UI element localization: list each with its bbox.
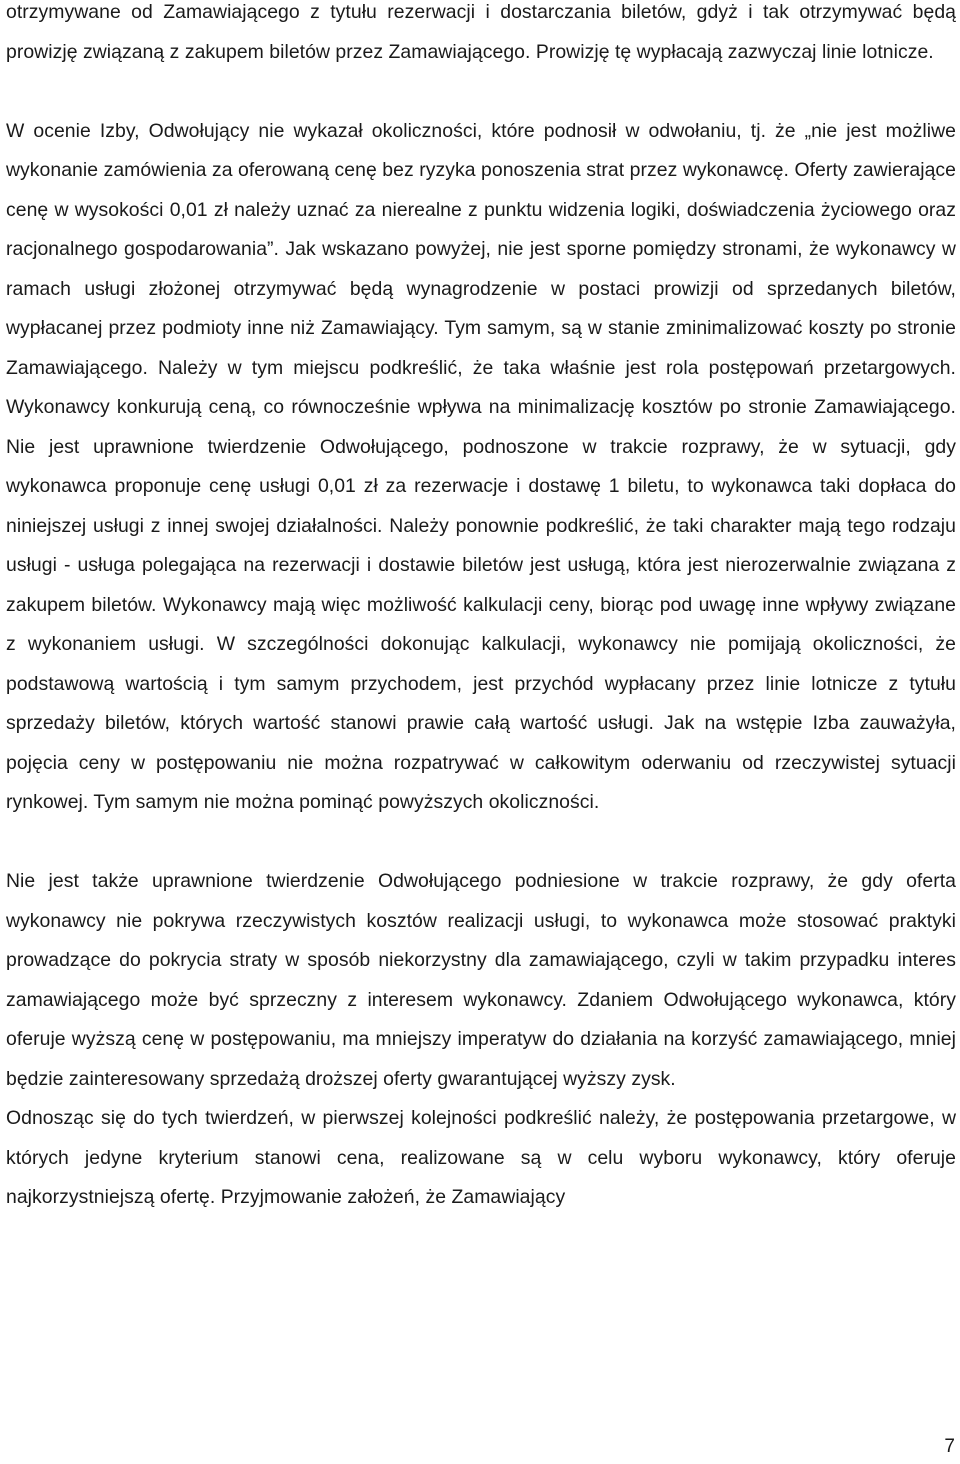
paragraph-3: Nie jest także uprawnione twierdzenie Odwołującego podniesione w trakcie rozprawy, że gdy oferta wykonawcy nie pokrywa rzeczywistych kosztów realizacji usługi, to wykonawca może stosować praktyki prowadzące do pokrycia straty w sposób niekorzystny dla zamawiającego, czyli w takim przypadku interes zamawiającego może być sprzeczny z interesem wykonawcy. Zdaniem Odwołującego wykonawca, który oferuje wyższą cenę w postępowaniu, ma mniejszy imperatyw do działania na korzyść zamawiającego, mniej będzie zainteresowany sprzedażą droższej oferty gwarantującej wyższy zysk. [6, 870, 956, 1090]
page-number: 7 [944, 1436, 955, 1457]
paragraph-1: otrzymywane od Zamawiającego z tytułu rezerwacji i dostarczania biletów, gdyż i tak otrzymywać będą prowizję związaną z zakupem biletów przez Zamawiającego. Prowizję tę wypłacają zazwyczaj linie lotnicze. [6, 1, 956, 63]
paragraph-2: W ocenie Izby, Odwołujący nie wykazał okoliczności, które podnosił w odwołaniu, tj. że „nie jest możliwe wykonanie zamówienia za oferowaną cenę bez ryzyka ponoszenia strat przez wykonawcę. Oferty zawierające cenę w wysokości 0,01 zł należy uznać za nierealne z punktu widzenia logiki, doświadczenia życiowego oraz racjonalnego gospodarowania”. Jak wskazano powyżej, nie jest sporne pomiędzy stronami, że wykonawcy w ramach usługi złożonej otrzymywać będą wynagrodzenie w postaci prowizji od sprzedanych biletów, wypłacanej przez podmioty inne niż Zamawiający. Tym samym, są w stanie zminimalizować koszty po stronie Zamawiającego. Należy w tym miejscu podkreślić, że taka właśnie jest rola postępowań przetargowych. Wykonawcy konkurują ceną, co równocześnie wpływa na minimalizację kosztów po stronie Zamawiającego. Nie jest uprawnione twierdzenie Odwołującego, podnoszone w trakcie rozprawy, że w sytuacji, gdy wykonawca proponuje cenę usługi 0,01 zł za rezerwacje i dostawę 1 biletu, to wykonawca taki dopłaca do niniejszej usługi z innej swojej działalności. Należy ponownie podkreślić, że taki charakter mają tego rodzaju usługi - usługa polegająca na rezerwacji i dostawie biletów jest usługą, która jest nierozerwalnie związana z zakupem biletów. Wykonawcy mają więc możliwość kalkulacji ceny, biorąc pod uwagę inne wpływy związane z wykonaniem usługi. W szczególności dokonując kalkulacji, wykonawcy nie pomijają okoliczności, że podstawową wartością i tym samym przychodem, jest przychód wypłacany przez linie lotnicze z tytułu sprzedaży biletów, których wartość stanowi prawie całą wartość usługi. Jak na wstępie Izba zauważyła, pojęcia ceny w postępowaniu nie można rozpatrywać w całkowitym oderwaniu od rzeczywistej sytuacji rynkowej. Tym samym nie można pominąć powyższych okoliczności. [6, 119, 956, 813]
paragraph-4: Odnosząc się do tych twierdzeń, w pierwszej kolejności podkreślić należy, że postępowania przetargowe, w których jedyne kryterium stanowi cena, realizowane są w celu wyboru wykonawcy, który oferuje najkorzystniejszą ofertę. Przyjmowanie założeń, że Zamawiający [6, 1107, 956, 1208]
document-page [6, 0, 956, 1218]
